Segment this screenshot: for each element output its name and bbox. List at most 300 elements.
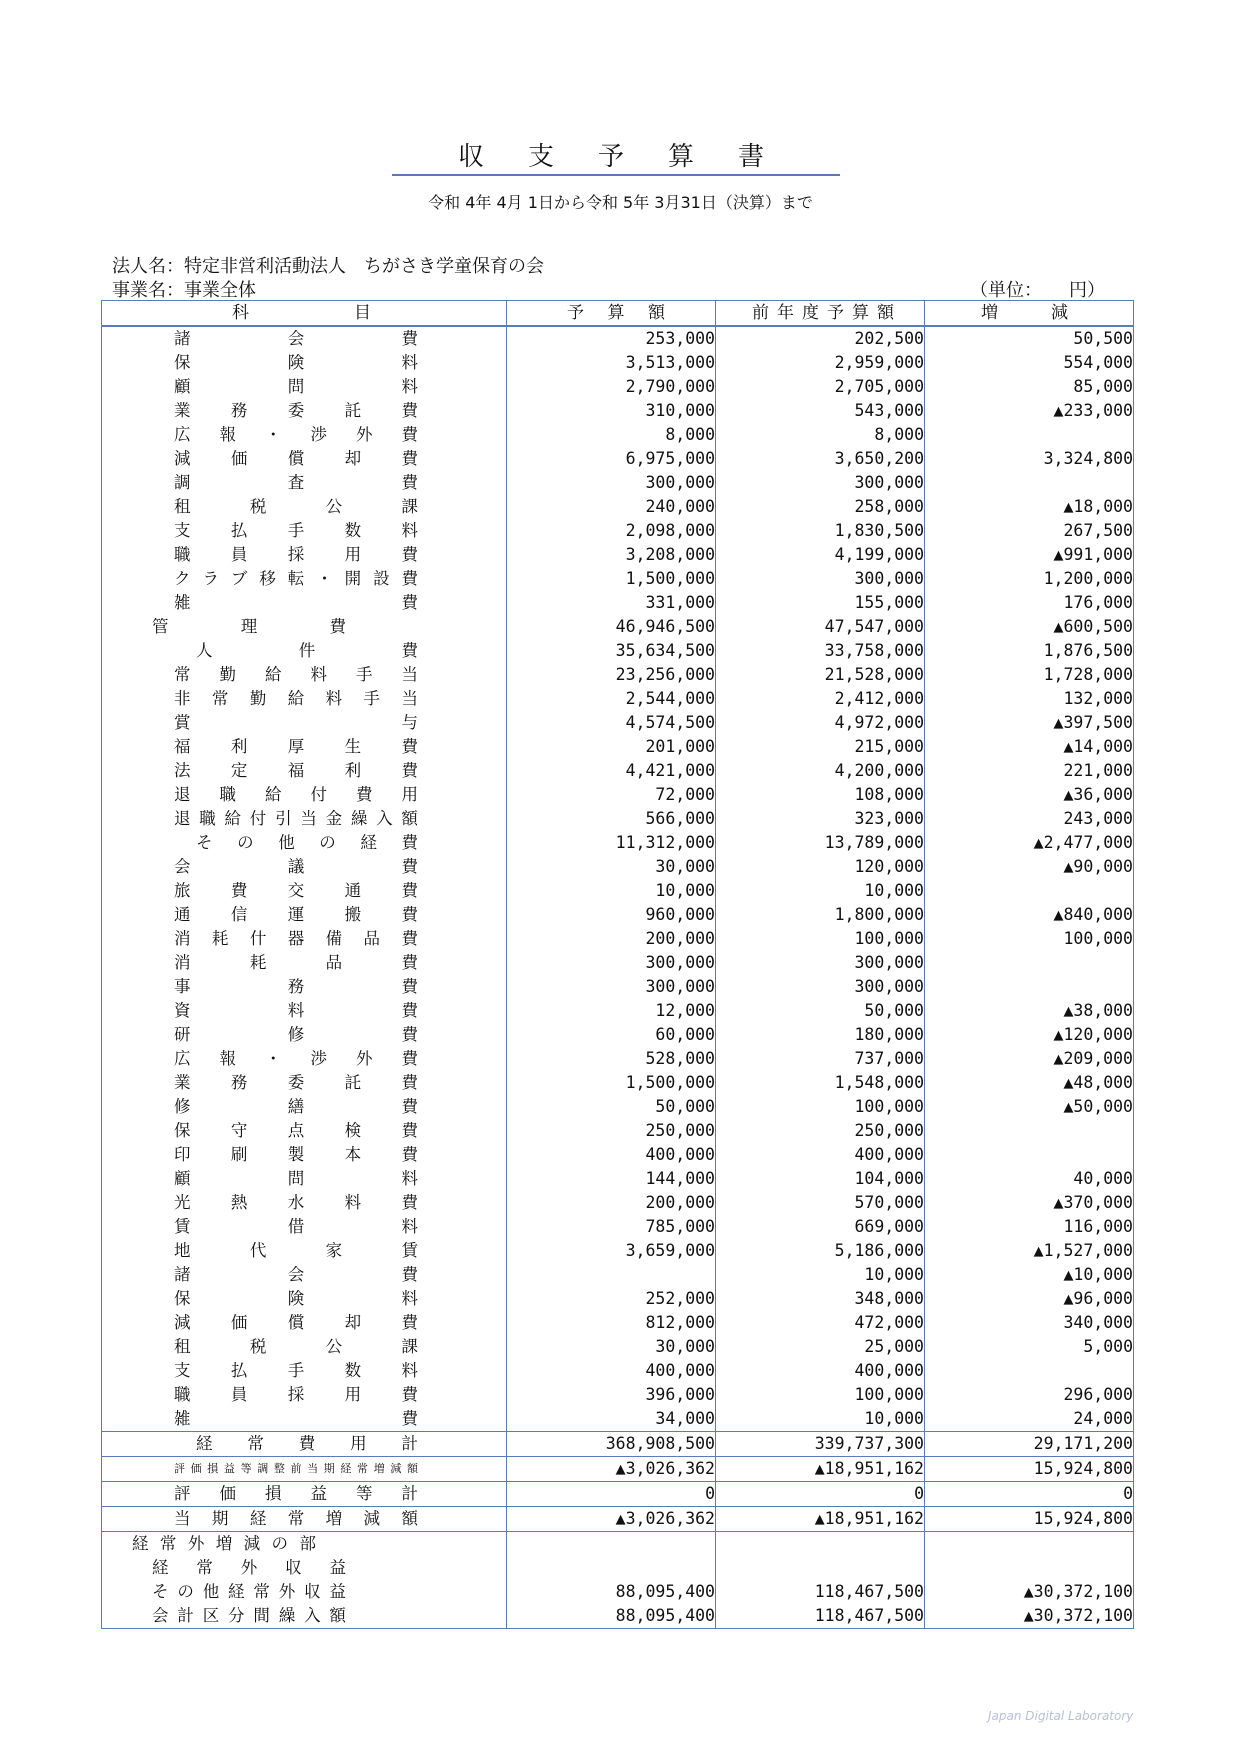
budget-value: 396,000 [507,1383,716,1407]
account-label [102,567,507,591]
table-row [102,975,1134,999]
difference-value: 267,500 [925,519,1134,543]
prev-budget-value: 118,467,500 [716,1604,925,1629]
difference-value: ▲209,000 [925,1047,1134,1071]
prev-budget-value: 348,000 [716,1287,925,1311]
table-row [102,831,1134,855]
budget-value: 200,000 [507,1191,716,1215]
prev-budget-value: ▲18,951,162 [716,1507,925,1532]
difference-value [925,1532,1134,1557]
label-text: 賃 借 料 [174,1217,418,1236]
budget-value: 400,000 [507,1143,716,1167]
prev-budget-value: 4,199,000 [716,543,925,567]
table-row [102,687,1134,711]
account-label [102,1263,507,1287]
account-label [102,591,507,615]
prev-budget-value: 1,800,000 [716,903,925,927]
label-text: 評 価 損 益 等 計 [174,1484,418,1503]
label-text: 職 員 採 用 費 [174,1385,418,1404]
table-row [102,1556,1134,1580]
difference-value: 100,000 [925,927,1134,951]
prev-budget-value: 120,000 [716,855,925,879]
difference-value [925,1556,1134,1580]
difference-value: 296,000 [925,1383,1134,1407]
business-name: 事業名：事業全体 [112,280,256,301]
account-label [102,1239,507,1263]
prev-budget-value: 4,972,000 [716,711,925,735]
difference-value: 1,876,500 [925,639,1134,663]
label-text: 事 務 費 [174,977,418,996]
account-label [102,495,507,519]
difference-value [925,1143,1134,1167]
label-text: 経 常 外 増 減 の 部 [132,1534,316,1553]
label-text: 支 払 手 数 料 [174,521,418,540]
account-label [102,951,507,975]
label-text: そ の 他 の 経 費 [196,833,418,852]
difference-value: 221,000 [925,759,1134,783]
account-label [102,543,507,567]
account-label [102,471,507,495]
difference-value: ▲2,477,000 [925,831,1134,855]
budget-value [507,1532,716,1557]
header-budget [507,301,716,327]
difference-value: 15,924,800 [925,1507,1134,1532]
table-header-row [102,301,1134,327]
table-row [102,1432,1134,1457]
account-label [102,1556,507,1580]
difference-value: 15,924,800 [925,1457,1134,1482]
account-label [102,399,507,423]
table-row [102,1532,1134,1557]
label-text: 広 報 ・ 渉 外 費 [174,425,418,444]
prev-budget-value: 202,500 [716,326,925,351]
budget-value: 960,000 [507,903,716,927]
table-row [102,951,1134,975]
difference-value: 29,171,200 [925,1432,1134,1457]
table-row [102,1482,1134,1507]
label-text: 支 払 手 数 料 [174,1361,418,1380]
budget-value: 88,095,400 [507,1580,716,1604]
account-label [102,1143,507,1167]
prev-budget-value: 104,000 [716,1167,925,1191]
account-label [102,783,507,807]
difference-value: 554,000 [925,351,1134,375]
difference-value: ▲120,000 [925,1023,1134,1047]
prev-budget-value: 4,200,000 [716,759,925,783]
label-text: 福 利 厚 生 費 [174,737,418,756]
table-row [102,1143,1134,1167]
difference-value: 85,000 [925,375,1134,399]
difference-value [925,879,1134,903]
label-text: 予 算 額 [567,303,665,323]
account-label [102,1580,507,1604]
organization-name: 法人名：特定非営利活動法人 ちがさき学童保育の会 [112,256,544,277]
label-text: 顧 問 料 [174,377,418,396]
table-row [102,1287,1134,1311]
prev-budget-value: 21,528,000 [716,663,925,687]
title-underline [392,174,840,176]
budget-value: 144,000 [507,1167,716,1191]
account-label [102,735,507,759]
difference-value: ▲48,000 [925,1071,1134,1095]
budget-value: 240,000 [507,495,716,519]
label-text: 当 期 経 常 増 減 額 [174,1509,418,1528]
account-label [102,711,507,735]
prev-budget-value: 1,548,000 [716,1071,925,1095]
account-label [102,903,507,927]
table-row [102,326,1134,351]
difference-value: ▲233,000 [925,399,1134,423]
budget-value: 35,634,500 [507,639,716,663]
label-text: 業 務 委 託 費 [174,1073,418,1092]
table-row [102,375,1134,399]
prev-budget-value: 10,000 [716,1407,925,1432]
prev-budget-value: 300,000 [716,975,925,999]
label-text: 地 代 家 賃 [174,1241,418,1260]
budget-value: 4,574,500 [507,711,716,735]
table-row [102,591,1134,615]
table-row [102,471,1134,495]
budget-value: 300,000 [507,471,716,495]
prev-budget-value: 215,000 [716,735,925,759]
account-label [102,1482,507,1507]
account-label [102,1383,507,1407]
budget-value: 46,946,500 [507,615,716,639]
difference-value [925,975,1134,999]
prev-budget-value: 2,959,000 [716,351,925,375]
label-text: 前 年 度 予 算 額 [752,303,894,323]
budget-value: 250,000 [507,1119,716,1143]
prev-budget-value: 10,000 [716,879,925,903]
difference-value: 132,000 [925,687,1134,711]
prev-budget-value: 300,000 [716,951,925,975]
account-label [102,879,507,903]
budget-value: 0 [507,1482,716,1507]
budget-value: 88,095,400 [507,1604,716,1629]
label-text: 管 理 費 [152,617,346,636]
label-text: 諸 会 費 [174,1265,418,1284]
table-row [102,543,1134,567]
difference-value: ▲10,000 [925,1263,1134,1287]
budget-value: 812,000 [507,1311,716,1335]
difference-value: 1,200,000 [925,567,1134,591]
label-text: 光 熱 水 料 費 [174,1193,418,1212]
difference-value: 243,000 [925,807,1134,831]
difference-value: ▲18,000 [925,495,1134,519]
budget-value: 566,000 [507,807,716,831]
table-row [102,1359,1134,1383]
prev-budget-value: 300,000 [716,567,925,591]
label-text: 雑 費 [174,1409,418,1428]
prev-budget-value: 400,000 [716,1143,925,1167]
label-text: 経 常 費 用 計 [196,1434,418,1453]
account-label [102,927,507,951]
label-text: 賞 与 [174,713,418,732]
label-text: 資 料 費 [174,1001,418,1020]
unit-label: （単位： 円） [970,280,1105,301]
label-text: 増 減 [981,303,1068,323]
budget-value: 3,513,000 [507,351,716,375]
difference-value [925,1119,1134,1143]
table-row [102,1507,1134,1532]
account-label [102,855,507,879]
account-label [102,1335,507,1359]
label-text: 旅 費 交 通 費 [174,881,418,900]
budget-value: 10,000 [507,879,716,903]
difference-value: ▲600,500 [925,615,1134,639]
budget-value: 1,500,000 [507,567,716,591]
budget-value: 30,000 [507,855,716,879]
prev-budget-value: 155,000 [716,591,925,615]
account-label [102,1532,507,1557]
budget-value [507,1556,716,1580]
difference-value: 24,000 [925,1407,1134,1432]
table-row [102,519,1134,543]
difference-value: 0 [925,1482,1134,1507]
label-text: 保 守 点 検 費 [174,1121,418,1140]
table-row [102,1167,1134,1191]
account-label [102,519,507,543]
budget-value: ▲3,026,362 [507,1507,716,1532]
label-text: 退 職 給 付 引 当 金 繰 入 額 [174,809,418,828]
budget-value: 8,000 [507,423,716,447]
budget-value: 72,000 [507,783,716,807]
prev-budget-value: 5,186,000 [716,1239,925,1263]
label-text: 会 議 費 [174,857,418,876]
difference-value: ▲14,000 [925,735,1134,759]
prev-budget-value: 1,830,500 [716,519,925,543]
difference-value: 116,000 [925,1215,1134,1239]
label-text: 減 価 償 却 費 [174,449,418,468]
label-text: 顧 問 料 [174,1169,418,1188]
account-label [102,1507,507,1532]
label-text: 職 員 採 用 費 [174,545,418,564]
difference-value: ▲50,000 [925,1095,1134,1119]
difference-value: 176,000 [925,591,1134,615]
table-row [102,879,1134,903]
table-row [102,1215,1134,1239]
table-row [102,999,1134,1023]
account-label [102,375,507,399]
prev-budget-value: 300,000 [716,471,925,495]
difference-value: ▲991,000 [925,543,1134,567]
table-row [102,1580,1134,1604]
jdl-watermark: Japan Digital Laboratory [988,1709,1134,1723]
difference-value [925,423,1134,447]
prev-budget-value: 472,000 [716,1311,925,1335]
label-text: 減 価 償 却 費 [174,1313,418,1332]
difference-value: 3,324,800 [925,447,1134,471]
account-label [102,1604,507,1629]
difference-value: 1,728,000 [925,663,1134,687]
difference-value [925,1359,1134,1383]
label-text: 人 件 費 [196,641,418,660]
table-row [102,1071,1134,1095]
account-label [102,759,507,783]
account-label [102,663,507,687]
account-label [102,687,507,711]
difference-value: ▲36,000 [925,783,1134,807]
label-text: 法 定 福 利 費 [174,761,418,780]
account-label [102,1407,507,1432]
account-label [102,326,507,351]
label-text: 常 勤 給 料 手 当 [174,665,418,684]
difference-value: ▲370,000 [925,1191,1134,1215]
label-text: 消 耗 品 費 [174,953,418,972]
table-row [102,903,1134,927]
budget-value [507,1263,716,1287]
prev-budget-value: 108,000 [716,783,925,807]
table-row [102,1407,1134,1432]
label-text: 広 報 ・ 渉 外 費 [174,1049,418,1068]
budget-value: 12,000 [507,999,716,1023]
table-row [102,855,1134,879]
document-title: 収支予算書 [457,142,808,172]
account-label [102,615,507,639]
account-label [102,1215,507,1239]
budget-value: 368,908,500 [507,1432,716,1457]
table-row [102,927,1134,951]
table-row [102,1335,1134,1359]
budget-value: 2,098,000 [507,519,716,543]
label-text: 雑 費 [174,593,418,612]
prev-budget-value: 25,000 [716,1335,925,1359]
account-label [102,1457,507,1482]
budget-table [101,300,1134,1629]
prev-budget-value: 250,000 [716,1119,925,1143]
fiscal-period: 令和 4年 4月 1日から令和 5年 3月31日（決算）まで [428,193,813,212]
label-text: 研 修 費 [174,1025,418,1044]
prev-budget-value: 47,547,000 [716,615,925,639]
label-text: 調 査 費 [174,473,418,492]
difference-value: ▲840,000 [925,903,1134,927]
table-row [102,1047,1134,1071]
table-row [102,759,1134,783]
budget-value: 201,000 [507,735,716,759]
prev-budget-value: ▲18,951,162 [716,1457,925,1482]
label-text: 退 職 給 付 費 用 [174,785,418,804]
difference-value: ▲90,000 [925,855,1134,879]
difference-value: ▲1,527,000 [925,1239,1134,1263]
label-text: そ の 他 経 常 外 収 益 [152,1582,346,1601]
prev-budget-value: 2,705,000 [716,375,925,399]
label-text: 保 険 料 [174,353,418,372]
table-row [102,1023,1134,1047]
account-label [102,1311,507,1335]
budget-value: 528,000 [507,1047,716,1071]
account-label [102,1191,507,1215]
difference-value: ▲96,000 [925,1287,1134,1311]
difference-value: ▲397,500 [925,711,1134,735]
label-text: ク ラ ブ 移 転 ・ 開 設 費 [174,569,418,588]
budget-value: 2,544,000 [507,687,716,711]
table-row [102,1095,1134,1119]
prev-budget-value: 100,000 [716,1095,925,1119]
label-text: 評 価 損 益 等 調 整 前 当 期 経 常 増 減 額 [174,1462,418,1475]
label-text: 経 常 外 収 益 [152,1558,346,1577]
prev-budget-value: 118,467,500 [716,1580,925,1604]
difference-value: ▲30,372,100 [925,1580,1134,1604]
table-row [102,351,1134,375]
account-label [102,807,507,831]
account-label [102,1119,507,1143]
table-row [102,711,1134,735]
prev-budget-value: 50,000 [716,999,925,1023]
prev-budget-value: 33,758,000 [716,639,925,663]
label-text: 業 務 委 託 費 [174,401,418,420]
budget-value: 60,000 [507,1023,716,1047]
difference-value: 5,000 [925,1335,1134,1359]
account-label [102,1167,507,1191]
prev-budget-value [716,1556,925,1580]
budget-value: 2,790,000 [507,375,716,399]
prev-budget-value: 180,000 [716,1023,925,1047]
prev-budget-value: 339,737,300 [716,1432,925,1457]
label-text: 会 計 区 分 間 繰 入 額 [152,1606,346,1625]
table-row [102,615,1134,639]
difference-value [925,471,1134,495]
table-row [102,423,1134,447]
budget-value: 3,208,000 [507,543,716,567]
budget-value: 300,000 [507,951,716,975]
label-text: 非 常 勤 給 料 手 当 [174,689,418,708]
budget-value: 400,000 [507,1359,716,1383]
prev-budget-value: 3,650,200 [716,447,925,471]
account-label [102,447,507,471]
account-label [102,975,507,999]
account-label [102,639,507,663]
budget-value: 11,312,000 [507,831,716,855]
table-row [102,495,1134,519]
prev-budget-value: 8,000 [716,423,925,447]
table-row [102,663,1134,687]
table-row [102,1311,1134,1335]
budget-value: 331,000 [507,591,716,615]
table-row [102,1119,1134,1143]
table-row [102,735,1134,759]
header-prev-budget [716,301,925,327]
difference-value: ▲38,000 [925,999,1134,1023]
budget-value: 30,000 [507,1335,716,1359]
budget-value: 785,000 [507,1215,716,1239]
account-label [102,1023,507,1047]
difference-value: 340,000 [925,1311,1134,1335]
label-text: 通 信 運 搬 費 [174,905,418,924]
prev-budget-value: 737,000 [716,1047,925,1071]
table-row [102,807,1134,831]
budget-value: 23,256,000 [507,663,716,687]
header-difference [925,301,1134,327]
table-row [102,567,1134,591]
table-row [102,447,1134,471]
table-row [102,1239,1134,1263]
prev-budget-value: 669,000 [716,1215,925,1239]
difference-value: 50,500 [925,326,1134,351]
header-account [102,301,507,327]
table-row [102,1191,1134,1215]
table-row [102,399,1134,423]
account-label [102,1359,507,1383]
difference-value: ▲30,372,100 [925,1604,1134,1629]
label-text: 修 繕 費 [174,1097,418,1116]
account-label [102,1071,507,1095]
prev-budget-value: 570,000 [716,1191,925,1215]
budget-value: ▲3,026,362 [507,1457,716,1482]
table-row [102,1604,1134,1629]
label-text: 保 険 料 [174,1289,418,1308]
prev-budget-value: 0 [716,1482,925,1507]
account-label [102,1095,507,1119]
